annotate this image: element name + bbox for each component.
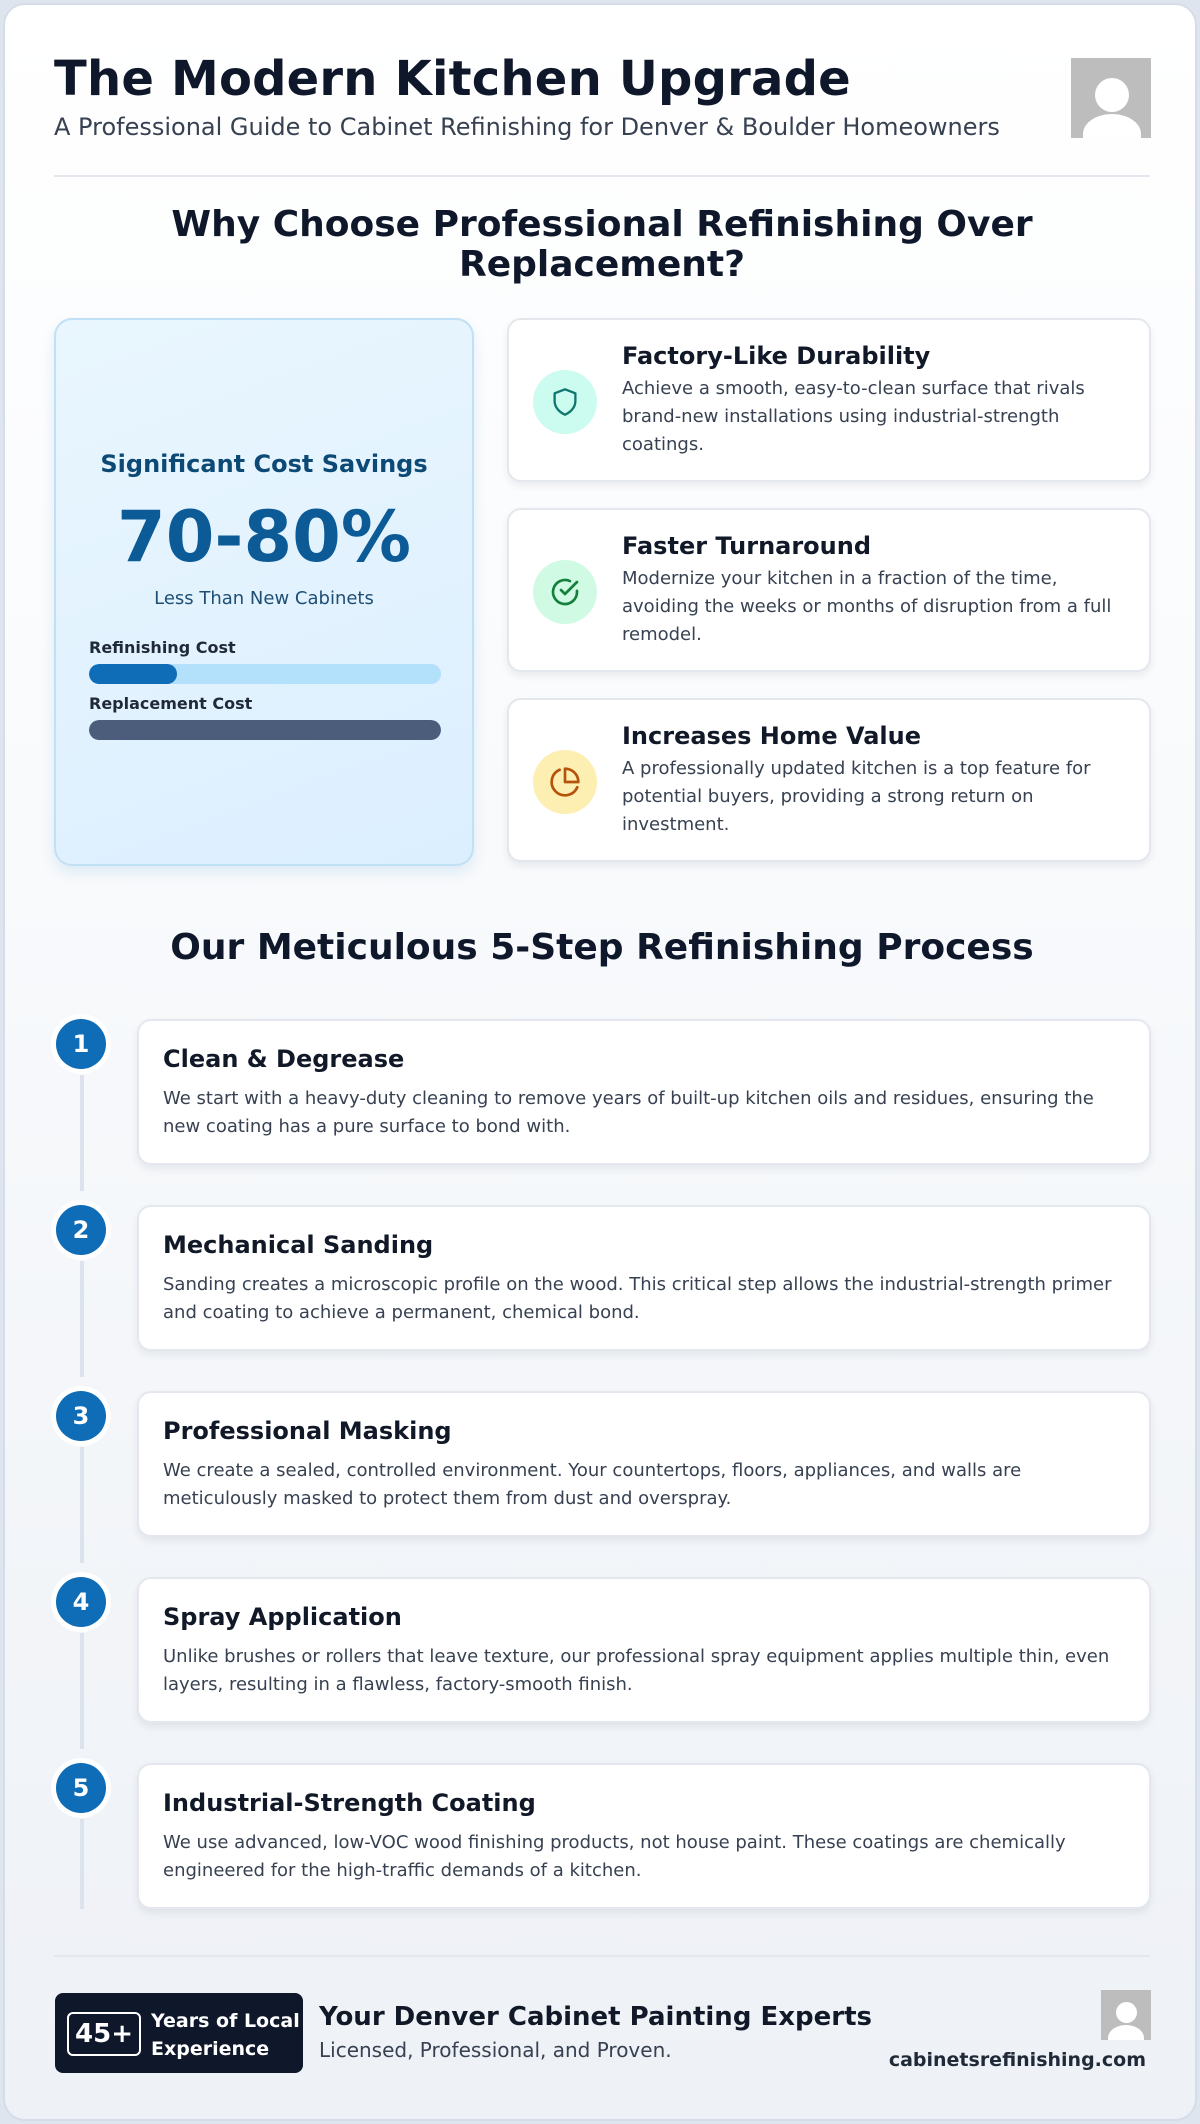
refinishing-cost-bar-fill: [89, 664, 177, 684]
step-number: 4: [56, 1577, 106, 1627]
cost-savings-card: [54, 318, 474, 866]
experience-label-line2: Experience: [151, 2038, 270, 2060]
replacement-cost-bar: [89, 720, 441, 740]
step-title: Mechanical Sanding: [163, 1231, 434, 1259]
step-text: Unlike brushes or rollers that leave texture, our professional spray equipment applies multiple thin, even layers, resulting in a flawless, factory-smooth finish.: [163, 1646, 1110, 1695]
step-card: [137, 1391, 1151, 1537]
feature-title: Factory-Like Durability: [622, 342, 931, 370]
timeline-line: [80, 1075, 84, 1191]
step-title: Professional Masking: [163, 1417, 452, 1445]
feature-text: A professionally updated kitchen is a top feature for potential buyers, providing a strong return on investment.: [622, 758, 1091, 835]
step-text: Sanding creates a microscopic profile on the wood. This critical step allows the industrial-strength primer and coating to achieve a permanent, chemical bond.: [163, 1274, 1112, 1323]
experience-label-line1: Years of Local: [151, 2010, 300, 2032]
feature-card-home-value: [507, 698, 1151, 862]
feature-card-turnaround: [507, 508, 1151, 672]
step-card: [137, 1019, 1151, 1165]
step-text: We use advanced, low-VOC wood finishing products, not house paint. These coatings are chemically engineered for the high-traffic demands of a kitchen.: [163, 1832, 1066, 1881]
refinishing-cost-label: Refinishing Cost: [89, 638, 236, 657]
timeline-line: [80, 1633, 84, 1749]
feature-card-durability: [507, 318, 1151, 482]
step-text: We start with a heavy-duty cleaning to remove years of built-up kitchen oils and residues, ensuring the new coating has a pure surface to bond with.: [163, 1088, 1094, 1137]
step-title: Clean & Degrease: [163, 1045, 405, 1073]
feature-text: Achieve a smooth, easy-to-clean surface that rivals brand-new installations using industrial-strength coatings.: [622, 378, 1085, 455]
feature-title: Increases Home Value: [622, 722, 922, 750]
footer-subtitle: Licensed, Professional, and Proven.: [319, 2038, 672, 2062]
experience-years: 45+: [67, 2012, 141, 2056]
page-subtitle: A Professional Guide to Cabinet Refinishing for Denver & Boulder Homeowners: [54, 113, 1000, 141]
savings-heading: Significant Cost Savings: [100, 450, 428, 478]
divider: [54, 175, 1150, 177]
page-title: The Modern Kitchen Upgrade: [54, 51, 851, 107]
timeline-line: [80, 1819, 84, 1909]
check-circle-icon: [533, 560, 597, 624]
step-number: 1: [56, 1019, 106, 1069]
step-text: We create a sealed, controlled environment. Your countertops, floors, appliances, and walls are meticulously masked to protect them from dust and overspray.: [163, 1460, 1022, 1509]
why-section-title: Why Choose Professional Refinishing Over Replacement?: [171, 204, 1033, 285]
step-number: 2: [56, 1205, 106, 1255]
step-number: 5: [56, 1763, 106, 1813]
step-card: [137, 1205, 1151, 1351]
footer-avatar-image: [1101, 1990, 1151, 2040]
savings-caption: Less Than New Cabinets: [154, 588, 374, 609]
timeline-line: [80, 1447, 84, 1563]
infographic-page: [3, 3, 1197, 2121]
step-card: [137, 1763, 1151, 1909]
step-title: Industrial-Strength Coating: [163, 1789, 536, 1817]
step-title: Spray Application: [163, 1603, 402, 1631]
feature-text: Modernize your kitchen in a fraction of the time, avoiding the weeks or months of disruption from a full remodel.: [622, 568, 1112, 645]
divider: [54, 1955, 1150, 1957]
pie-chart-icon: [533, 750, 597, 814]
header: [54, 49, 1150, 145]
step-number: 3: [56, 1391, 106, 1441]
timeline-line: [80, 1261, 84, 1377]
footer-title: Your Denver Cabinet Painting Experts: [319, 2002, 872, 2032]
replacement-cost-bar-fill: [89, 720, 441, 740]
step-card: [137, 1577, 1151, 1723]
refinishing-cost-bar: [89, 664, 441, 684]
header-avatar-image: [1071, 58, 1151, 138]
replacement-cost-label: Replacement Cost: [89, 694, 253, 713]
experience-badge: [55, 1993, 303, 2073]
shield-icon: [533, 370, 597, 434]
process-section-title: Our Meticulous 5-Step Refinishing Process: [170, 927, 1034, 968]
website-link[interactable]: cabinetsrefinishing.com: [888, 2049, 1146, 2071]
feature-title: Faster Turnaround: [622, 532, 872, 560]
savings-percent: 70-80%: [116, 496, 411, 578]
